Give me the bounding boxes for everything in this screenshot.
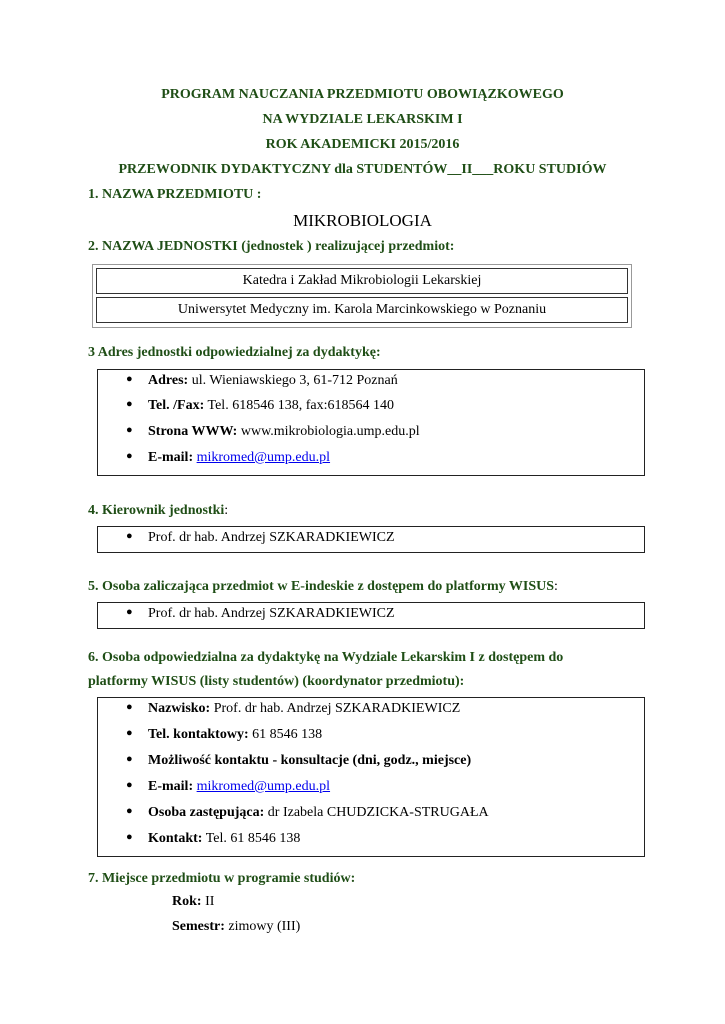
semester-value: zimowy (III): [224, 919, 301, 934]
bullet-icon: ●: [126, 424, 133, 436]
section-4-heading-text: 4. Kierownik jednostki: [88, 503, 225, 518]
section-4-heading: [88, 503, 228, 519]
bullet-icon: ●: [126, 727, 133, 739]
section-1-heading: 1. NAZWA PRZEDMIOTU :: [88, 187, 262, 202]
deputy-contact-value: Tel. 61 8546 138: [202, 831, 301, 846]
bullet-icon: ●: [126, 805, 133, 817]
section-5-heading-text: 5. Osoba zaliczająca przedmiot w E-indeskie z dostępem do platformy WISUS: [88, 579, 554, 594]
bullet-icon: ●: [126, 779, 133, 791]
unit-row-1-text: Katedra i Zakład Mikrobiologii Lekarskiej: [242, 273, 482, 288]
year-label: Rok:: [172, 894, 202, 909]
surname-label: Nazwisko:: [148, 701, 211, 716]
phone-fax-label: Tel. /Fax:: [148, 398, 205, 413]
head-name: Prof. dr hab. Andrzej SZKARADKIEWICZ: [148, 530, 395, 545]
section-5-heading: [88, 579, 558, 595]
header-line-4: PRZEWODNIK DYDAKTYCZNY dla STUDENTÓW__II___ROKU STUDIÓW: [118, 162, 607, 177]
deputy-label: Osoba zastępująca:: [148, 805, 265, 820]
bullet-icon: ●: [126, 450, 133, 462]
deputy-value: dr Izabela CHUDZICKA-STRUGAŁA: [264, 805, 489, 820]
unit-table: [92, 264, 632, 328]
section-6-heading-line-2: platformy WISUS (listy studentów) (koordynator przedmiotu):: [88, 674, 465, 689]
phone-fax-value: Tel. 618546 138, fax:618564 140: [204, 398, 394, 413]
section-2-heading: 2. NAZWA JEDNOSTKI (jednostek ) realizującej przedmiot:: [88, 239, 455, 254]
year-value: II: [201, 894, 215, 909]
section-5-colon: :: [554, 579, 558, 594]
section-6-heading-line-1: 6. Osoba odpowiedzialna za dydaktykę na Wydziale Lekarskim I z dostępem do: [88, 650, 564, 665]
address-value: ul. Wieniawskiego 3, 61-712 Poznań: [188, 373, 398, 388]
course-name: MIKROBIOLOGIA: [293, 211, 432, 230]
website-label: Strona WWW:: [148, 424, 238, 439]
unit-row-1: [96, 268, 628, 294]
examiner-name: Prof. dr hab. Andrzej SZKARADKIEWICZ: [148, 606, 395, 621]
coordinator-email-link[interactable]: mikromed@ump.edu.pl: [196, 779, 331, 794]
contact-phone-label: Tel. kontaktowy:: [148, 727, 249, 742]
semester-label: Semestr:: [172, 919, 225, 934]
deputy-contact-label: Kontakt:: [148, 831, 203, 846]
bullet-icon: ●: [126, 831, 133, 843]
coordinator-box: [97, 697, 645, 857]
examiner-box: [97, 602, 645, 629]
bullet-icon: ●: [126, 530, 133, 542]
website-value: www.mikrobiologia.ump.edu.pl: [237, 424, 420, 439]
section-7-heading: 7. Miejsce przedmiotu w programie studiów:: [88, 871, 356, 886]
section-3-heading: 3 Adres jednostki odpowiedzialnej za dydaktykę:: [88, 345, 381, 360]
email-label: E-mail:: [148, 450, 194, 465]
contact-phone-value: 61 8546 138: [248, 727, 323, 742]
year-row: [172, 894, 214, 910]
head-box: [97, 526, 645, 553]
address-label: Adres:: [148, 373, 189, 388]
address-box: [97, 369, 645, 476]
coordinator-email-label: E-mail:: [148, 779, 194, 794]
section-4-colon: :: [224, 503, 229, 518]
bullet-icon: ●: [126, 373, 133, 385]
unit-row-2: [96, 297, 628, 323]
unit-row-2-text: Uniwersytet Medyczny im. Karola Marcinkowskiego w Poznaniu: [177, 302, 547, 317]
bullet-icon: ●: [126, 701, 133, 713]
bullet-icon: ●: [126, 606, 133, 618]
bullet-icon: ●: [126, 398, 133, 410]
header-line-3: ROK AKADEMICKI 2015/2016: [265, 137, 460, 152]
semester-row: [172, 919, 300, 935]
header-line-2: NA WYDZIALE LEKARSKIM I: [262, 112, 463, 127]
consultation-label: Możliwość kontaktu - konsultacje (dni, godz., miejsce): [148, 753, 472, 768]
bullet-icon: ●: [126, 753, 133, 765]
surname-value: Prof. dr hab. Andrzej SZKARADKIEWICZ: [210, 701, 461, 716]
email-link[interactable]: mikromed@ump.edu.pl: [196, 450, 331, 465]
header-line-1: PROGRAM NAUCZANIA PRZEDMIOTU OBOWIĄZKOWEGO: [161, 87, 564, 102]
